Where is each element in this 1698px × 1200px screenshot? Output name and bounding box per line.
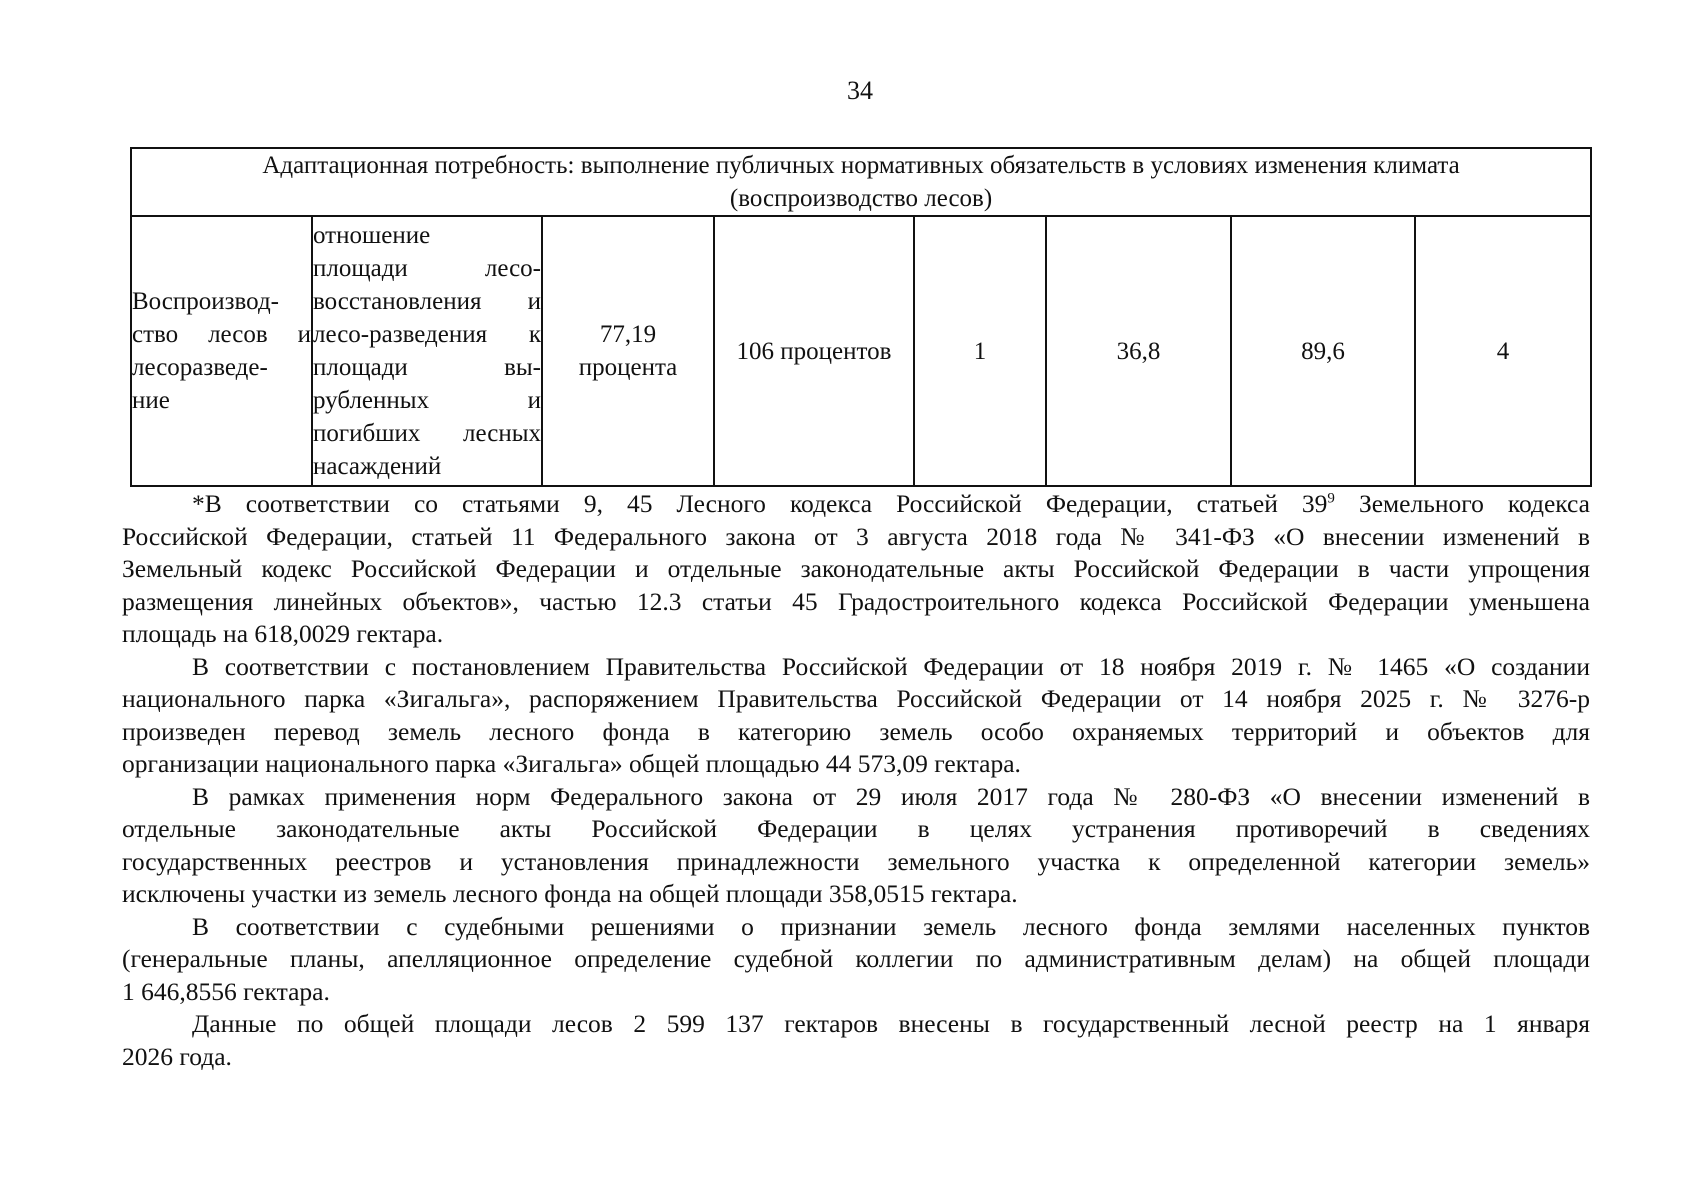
footnote-line: национального парка «Зигальга», распоряжением Правительства Российской Федерации от 14 ноября 2025 г. № 3276-р	[122, 684, 1590, 713]
footnote-line: Российской Федерации, статьей 11 Федерального закона от 3 августа 2018 года № 341-ФЗ «О внесении изменений в	[122, 521, 1590, 551]
footnote-line: Данные по общей площади лесов 2 599 137 гектаров внесены в государственный лесной реестр на 1 января	[192, 1009, 1590, 1038]
indicator-line: погибших лесных	[313, 420, 541, 447]
footnote-text: Земельного кодекса	[1334, 489, 1590, 518]
page-number: 34	[847, 76, 873, 105]
footnote-paragraph-4-cont	[122, 943, 1590, 1008]
value-cell-4: 36,8	[1046, 216, 1231, 486]
footnote-line: (генеральные планы, апелляционное определение судебной коллегии по административным делам) на общей площади	[122, 944, 1590, 973]
base-value-number: 77,19	[599, 321, 657, 348]
footnote-paragraph-3-cont	[122, 813, 1590, 911]
table-header-cell	[131, 148, 1591, 216]
table-header-row	[131, 148, 1591, 216]
footnote-superscript: 9	[1327, 490, 1335, 507]
measure-name-line: ние	[132, 387, 170, 414]
footnote-line: 2026 года.	[122, 1041, 232, 1071]
value-cell-3: 1	[914, 216, 1046, 486]
footnote-line: исключены участки из земель лесного фонда на общей площади 358,0515 гектара.	[122, 879, 1018, 908]
footnote-line: Земельный кодекс Российской Федерации и отдельные законодательные акты Российской Федерации в части упрощения	[122, 554, 1590, 583]
footnote-line: организации национального парка «Зигальга» общей площадью 44 573,09 гектара.	[122, 749, 1021, 778]
target-value-cell: 106 процентов	[714, 216, 914, 486]
footnote-line: В рамках применения норм Федерального закона от 29 июля 2017 года № 280-ФЗ «О внесении изменений в	[192, 781, 1590, 811]
footnote-line	[122, 488, 1590, 521]
indicator-line: лесо-разведения к	[313, 321, 541, 348]
indicator-line: восстановления и	[313, 288, 541, 315]
footnote-line: размещения линейных объектов», частью 12.3 статьи 45 Градостроительного кодекса Российской Федерации уменьшена	[122, 586, 1590, 616]
footnote-paragraph-1-cont	[122, 521, 1590, 651]
value-cell-6: 4	[1415, 216, 1591, 486]
measure-name-line: ство лесов и	[132, 321, 311, 348]
footnote-line: 1 646,8556 гектара.	[122, 976, 330, 1006]
footnote-line: произведен перевод земель лесного фонда в категорию земель особо охраняемых территорий и объектов для	[122, 716, 1590, 746]
footnote-line: отдельные законодательные акты Российской Федерации в целях устранения противоречий в сведениях	[122, 814, 1590, 843]
footnote-paragraph-5-cont	[122, 1041, 1590, 1074]
footnote-paragraph-4	[122, 911, 1590, 944]
table-row	[131, 216, 1591, 486]
indicator-cell	[312, 216, 542, 486]
adaptation-table	[130, 147, 1592, 487]
footnote-text: *В соответствии со статьями 9, 45 Лесного кодекса Российской Федерации, статьей 39	[192, 489, 1328, 518]
footnote-paragraph-1	[122, 488, 1590, 521]
footnote-paragraph-3	[122, 781, 1590, 814]
table-header-title: Адаптационная потребность: выполнение публичных нормативных обязательств в условиях изменения климата	[262, 152, 1460, 179]
footnote-paragraph-5	[122, 1008, 1590, 1041]
footnote-paragraph-2	[122, 651, 1590, 684]
table-header-subtitle: (воспроизводство лесов)	[729, 185, 993, 212]
measure-name-line: лесоразведе-	[132, 354, 268, 381]
measure-name-line: Воспроизвод-	[132, 288, 279, 315]
indicator-line: площади лесо-	[313, 255, 541, 282]
indicator-line: рубленных и	[313, 387, 541, 414]
base-value-cell	[542, 216, 714, 486]
indicator-line: площади вы-	[313, 354, 541, 381]
footnote-line: площадь на 618,0029 гектара.	[122, 619, 444, 648]
indicator-line: отношение	[313, 222, 431, 249]
base-value-unit: процента	[578, 354, 678, 381]
footnote-line: В соответствии с судебными решениями о признании земель лесного фонда землями населенных пунктов	[192, 911, 1590, 941]
footnotes	[122, 488, 1590, 1073]
value-cell-5: 89,6	[1231, 216, 1415, 486]
footnote-line: государственных реестров и установления принадлежности земельного участка к определенной категории земель»	[122, 846, 1590, 876]
indicator-line: насаждений	[313, 453, 442, 480]
footnote-paragraph-2-cont	[122, 683, 1590, 781]
footnote-line: В соответствии с постановлением Правительства Российской Федерации от 18 ноября 2019 г. № 1465 «О создании	[192, 651, 1590, 681]
measure-name-cell	[131, 216, 312, 486]
